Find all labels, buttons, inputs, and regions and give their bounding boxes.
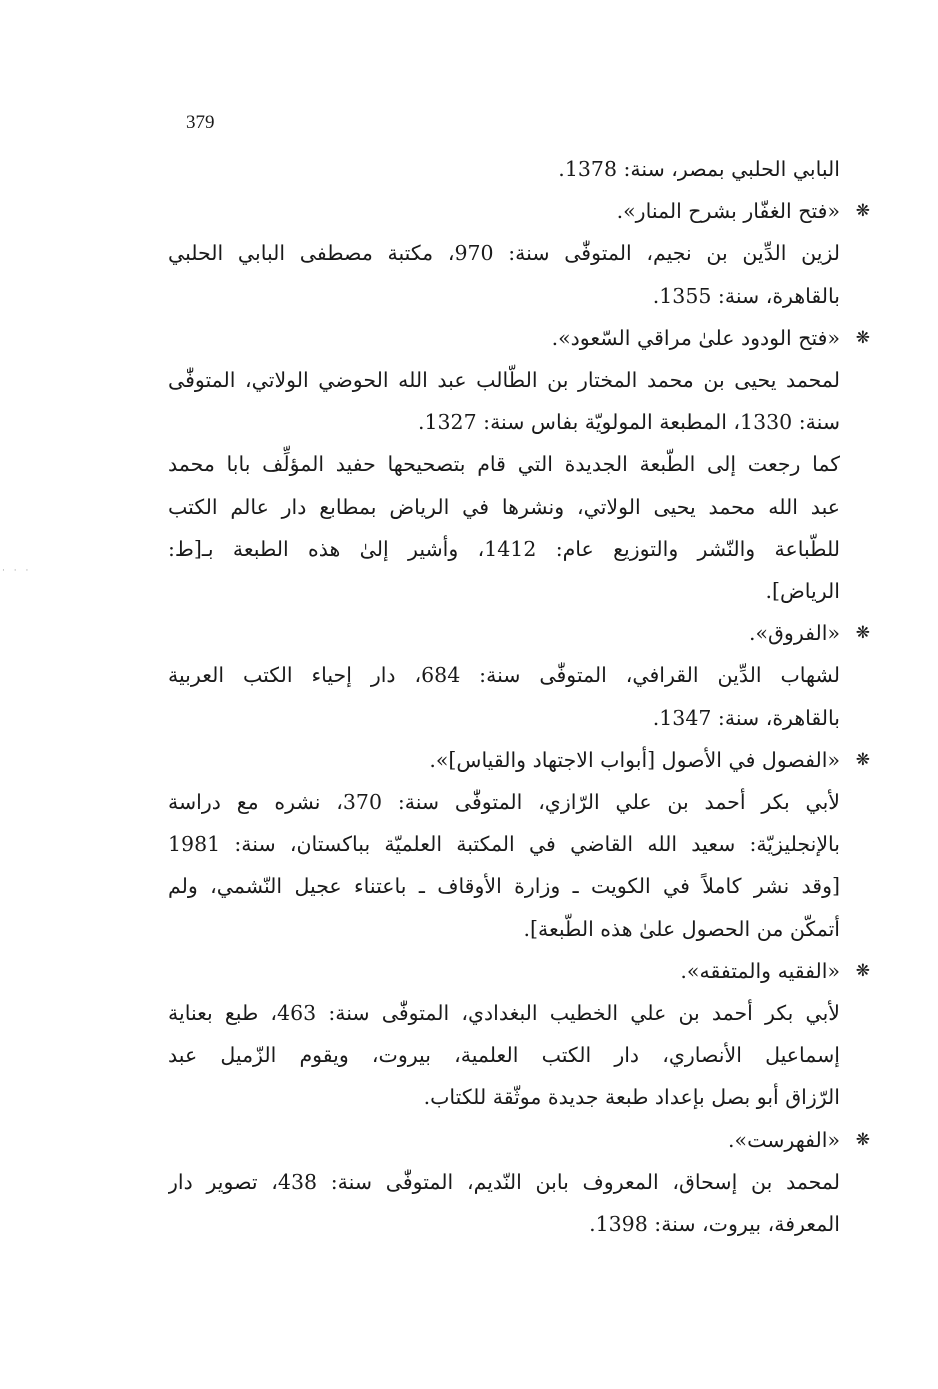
text-line: لأبي بكر أحمد بن علي الخطيب البغدادي، المتوفّٰى سنة: 463، طبع بعناية [168,1001,840,1026]
text-line: [وقد نشر كاملاً في الكويت ـ وزارة الأوقاف ـ باعتناء عجيل النّشمي، ولم [168,874,840,899]
text-line: البابي الحلبي بمصر، سنة: 1378. [558,157,840,181]
asterism-icon: ❋ [855,201,870,222]
text-line: أتمكّن من الحصول علىٰ هذه الطّبعة]. [523,916,840,941]
asterism-icon: ❋ [855,327,870,348]
entry-title [168,190,870,232]
asterism-icon: ❋ [855,623,870,644]
text-line: الرّزاق أبو بصل بإعداد طبعة جديدة موثّقة للكتاب. [423,1085,840,1110]
text-line: لزين الدِّين بن نجيم، المتوفّٰى سنة: 970، مكتبة مصطفى البابي الحلبي [168,241,840,266]
entry-title [168,317,870,359]
text-line: الرياض]. [765,579,840,604]
entry-title [168,612,870,654]
entry-title-text: «فتح الودود علىٰ مراقي السّعود». [551,325,840,350]
text-line: لأبي بكر أحمد بن علي الرّازي، المتوفّٰى سنة: 370، نشره مع دراسة [168,790,840,815]
text-line: لشهاب الدِّين القرافي، المتوفّٰى سنة: 684، دار إحياء الكتب العربية [168,663,840,688]
text-line: بالإنجليزيّة: سعيد الله القاضي في المكتبة العلميّة بباكستان، سنة: 1981 [168,832,840,857]
text-line: لمحمد بن إسحاق، المعروف بابن النّديم، المتوفّٰى سنة: 438، تصوير دار [168,1169,840,1194]
asterism-icon: ❋ [855,1129,870,1150]
text-line: بالقاهرة، سنة: 1347. [652,705,840,730]
entry-title [168,1119,870,1161]
entry-title-text: «فتح الغفّار بشرح المنار». [616,199,840,224]
text-line: المعرفة، بيروت، سنة: 1398. [589,1212,840,1237]
bibliography-list [168,148,870,1245]
text-line: عبد الله محمد يحيى الولاتي، ونشرها في الرياض بمطابع دار عالم الكتب [168,494,840,519]
entry-title-text: «الفصول في الأصول [أبواب الاجتهاد والقياس]». [429,747,840,772]
text-line: للطّباعة والنّشر والتوزيع عام: 1412، وأشير إلىٰ هذه الطبعة بـ[ط: [168,536,840,561]
entry-title [168,739,870,781]
text-line: بالقاهرة، سنة: 1355. [652,283,840,308]
text-line: إسماعيل الأنصاري، دار الكتب العلمية، بيروت، ويقوم الزّميل عبد [168,1043,840,1068]
text-line: سنة: 1330، المطبعة المولويّة بفاس سنة: 1327. [417,410,840,435]
page-number: 379 [186,112,215,133]
asterism-icon: ❋ [855,960,870,981]
asterism-icon: ❋ [855,749,870,770]
margin-speck: · · · [2,566,32,576]
text-line: لمحمد يحيى بن محمد المختار بن الطّالب عبد الله الحوضي الولاتي، المتوفّٰى [168,368,840,393]
entry-title-text: «الفقيه والمتفقه». [680,958,840,983]
entry-title [168,950,870,992]
entry-title-text: «الفهرست». [728,1127,840,1152]
text-line: كما رجعت إلى الطّبعة الجديدة التي قام بتصحيحها حفيد المؤلِّف بابا محمد [168,452,840,477]
entry-title-text: «الفروق». [748,621,840,646]
